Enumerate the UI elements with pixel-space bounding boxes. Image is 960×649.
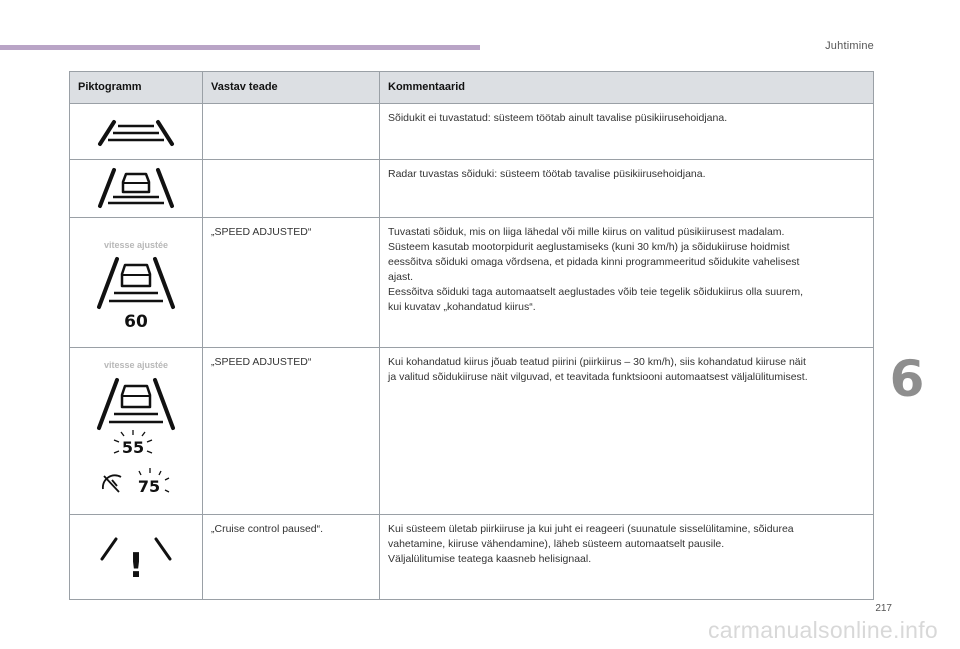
comment-line: vahetamine, kiiruse vähendamine), läheb süsteem automaatselt pausile.	[388, 538, 725, 550]
comment-line: ja valitud sõidukiiruse näit vilguvad, et teavitada funktsiooni automaatsest väljalülitumisest.	[388, 371, 808, 383]
lane-lines-icon	[96, 112, 176, 152]
pictogram-cell	[70, 218, 203, 348]
comment-cell	[380, 104, 874, 160]
watermark: carmanualsonline.info	[707, 617, 938, 643]
comment-line: Väljalülitumise teatega kaasneb helisignaal.	[388, 553, 592, 565]
comment-line: Tuvastati sõiduk, mis on liiga lähedal või mille kiirus on valitud püsikiirusest madalam.	[388, 226, 785, 238]
header-pictogram: Piktogramm	[70, 72, 203, 104]
comment-line: kui kuvatav „kohandatud kiirus“.	[388, 301, 536, 313]
pictogram-cell	[70, 348, 203, 515]
speed-value: 60	[124, 311, 148, 331]
table-row	[70, 104, 874, 160]
page-number: 217	[875, 603, 892, 614]
speed-adjusted-flashing-icon	[81, 356, 191, 506]
header-comments: Kommentaarid	[380, 72, 874, 104]
section-title: Juhtimine	[825, 40, 874, 52]
table-row	[70, 515, 874, 600]
comment-line: ajast.	[388, 271, 414, 283]
message-cell	[203, 160, 380, 218]
comment-line: Radar tuvastas sõiduki: süsteem töötab tavalise püsikiirusehoidjana.	[388, 168, 706, 180]
comment-cell	[380, 218, 874, 348]
message-cell: „Cruise control paused“.	[203, 515, 380, 600]
icon-caption: vitesse ajustée	[103, 360, 169, 370]
table-row	[70, 160, 874, 218]
comment-cell	[380, 160, 874, 218]
table-row	[70, 218, 874, 348]
comment-line: eessõitva sõiduki omaga võrdsena, et pidada kinni programmeeritud sõidukite vahelisest	[388, 256, 800, 268]
warning-exclamation-icon: !	[128, 546, 144, 581]
message-cell: „SPEED ADJUSTED“	[203, 218, 380, 348]
message-cell	[203, 104, 380, 160]
header-message: Vastav teade	[203, 72, 380, 104]
comment-line: Eessõitva sõiduki taga automaatselt aeglustades võib teie tegelik sõidukiirus olla suurem,	[388, 286, 803, 298]
comment-cell	[380, 515, 874, 600]
icon-caption: vitesse ajustée	[103, 239, 169, 250]
chapter-number: 6	[889, 350, 925, 408]
comment-line: Sõidukit ei tuvastatud: süsteem töötab ainult tavalise püsikiirusehoidjana.	[388, 112, 728, 124]
speed-value: 75	[137, 477, 161, 496]
header-accent-bar	[0, 45, 480, 50]
comment-line: Kui süsteem ületab piirkiiruse ja kui juht ei reageeri (suunatule sisselülitamine, sõidurea	[388, 523, 794, 535]
pictogram-cell	[70, 104, 203, 160]
speed-adjusted-60-icon	[81, 235, 191, 331]
table-header-row	[70, 72, 874, 104]
speedometer-off-icon	[103, 475, 121, 492]
message-cell: „SPEED ADJUSTED“	[203, 348, 380, 515]
pictogram-cell	[70, 160, 203, 218]
comment-cell	[380, 348, 874, 515]
cruise-paused-icon	[96, 533, 176, 581]
pictogram-cell	[70, 515, 203, 600]
vehicle-lane-icon	[96, 166, 176, 212]
comment-line: Kui kohandatud kiirus jõuab teatud piirini (piirkiirus – 30 km/h), siis kohandatud kiiruse näit	[388, 356, 806, 368]
cruise-control-message-table	[69, 71, 874, 600]
comment-line: Süsteem kasutab mootorpidurit aeglustamiseks (kuni 30 km/h) ja sõidukiiruse hoidmist	[388, 241, 790, 253]
table-row	[70, 348, 874, 515]
speed-value: 55	[121, 438, 145, 457]
